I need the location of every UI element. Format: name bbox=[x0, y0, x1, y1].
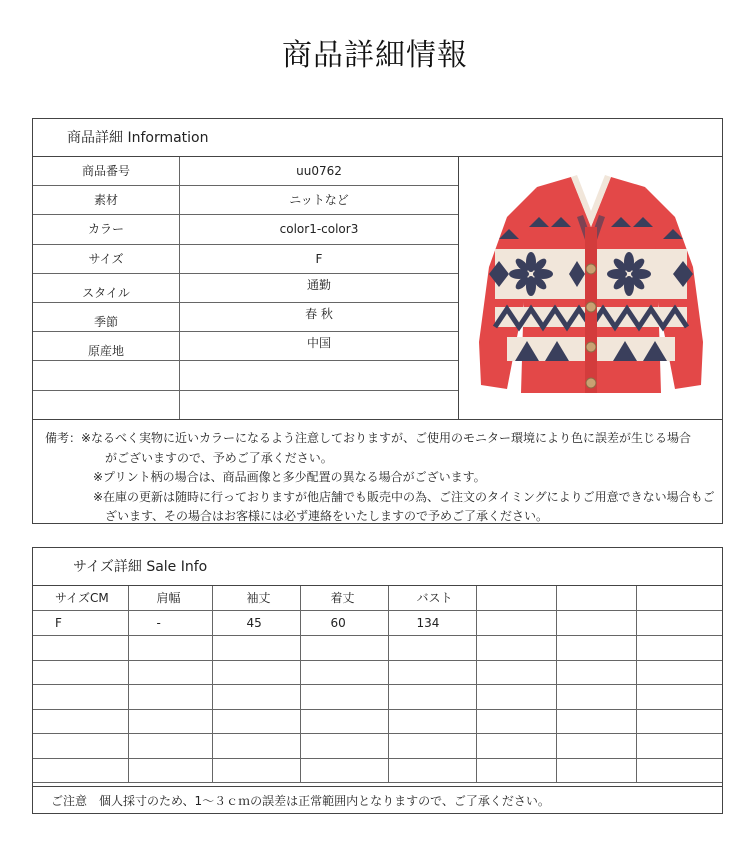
note-line: ざいます、その場合はお客様には必ず連絡をいたしますので予めご了承ください。 bbox=[105, 509, 549, 523]
size-cell bbox=[636, 660, 722, 685]
info-value: 通勤 bbox=[306, 277, 331, 292]
size-cell bbox=[212, 660, 300, 685]
size-cell bbox=[636, 685, 722, 710]
info-label bbox=[33, 361, 180, 389]
size-info-table bbox=[32, 547, 723, 814]
size-column-header bbox=[212, 586, 300, 611]
table-row bbox=[33, 734, 722, 759]
size-cell-text: 60 bbox=[330, 616, 346, 630]
product-photo bbox=[458, 157, 722, 420]
note-line: ※プリント柄の場合は、商品画像と多少配置の異なる場合がございます。 bbox=[93, 470, 486, 484]
size-cell bbox=[388, 734, 476, 759]
size-cell bbox=[556, 660, 636, 685]
info-header: 商品詳細 Information bbox=[33, 119, 722, 157]
size-cell bbox=[476, 611, 556, 636]
size-cell bbox=[556, 685, 636, 710]
size-cell bbox=[33, 758, 128, 783]
size-cell bbox=[300, 660, 388, 685]
size-cell bbox=[388, 636, 476, 661]
size-cell bbox=[556, 734, 636, 759]
info-value: uu0762 bbox=[296, 164, 342, 178]
size-cell-text: 肩幅 bbox=[156, 591, 181, 605]
size-cell bbox=[128, 709, 212, 734]
info-row-empty bbox=[33, 391, 458, 420]
info-label: 季節 bbox=[33, 303, 180, 331]
size-cell bbox=[476, 660, 556, 685]
size-column-header bbox=[556, 586, 636, 611]
size-cell bbox=[128, 611, 212, 636]
size-column-header bbox=[33, 586, 128, 611]
size-column-header bbox=[128, 586, 212, 611]
size-cell bbox=[212, 611, 300, 636]
info-value: color1-color3 bbox=[279, 222, 359, 237]
size-cell bbox=[212, 709, 300, 734]
info-row-color bbox=[33, 215, 458, 244]
table-row bbox=[33, 758, 722, 783]
size-cell bbox=[636, 758, 722, 783]
size-cell bbox=[212, 685, 300, 710]
size-cell bbox=[128, 685, 212, 710]
info-row-season bbox=[33, 303, 458, 332]
size-cell bbox=[388, 685, 476, 710]
size-cell bbox=[476, 709, 556, 734]
info-label: カラー bbox=[33, 215, 180, 243]
size-cell-text: 134 bbox=[416, 616, 440, 630]
size-cell-text: バスト bbox=[416, 591, 453, 605]
size-cell bbox=[300, 734, 388, 759]
size-cell bbox=[388, 758, 476, 783]
size-cell bbox=[556, 709, 636, 734]
size-column-header bbox=[300, 586, 388, 611]
size-grid bbox=[33, 586, 722, 783]
info-value: ニットなど bbox=[289, 193, 349, 208]
info-value bbox=[180, 361, 458, 389]
size-cell bbox=[212, 758, 300, 783]
size-cell-text: - bbox=[156, 616, 161, 630]
size-column-header bbox=[636, 586, 722, 611]
size-cell-text: F bbox=[55, 616, 62, 630]
size-cell bbox=[476, 734, 556, 759]
size-cell bbox=[476, 685, 556, 710]
size-cell bbox=[128, 758, 212, 783]
size-header-row bbox=[33, 586, 722, 611]
cardigan-photo-icon bbox=[459, 157, 723, 420]
table-row bbox=[33, 636, 722, 661]
info-label: 原産地 bbox=[33, 332, 180, 360]
size-cell bbox=[128, 734, 212, 759]
size-cell-text: 着丈 bbox=[330, 591, 355, 605]
table-row bbox=[33, 685, 722, 710]
size-cell bbox=[300, 611, 388, 636]
size-cell-text: 袖丈 bbox=[246, 591, 271, 605]
size-column-header bbox=[388, 586, 476, 611]
size-cell bbox=[636, 734, 722, 759]
size-cell bbox=[300, 636, 388, 661]
size-cell bbox=[33, 611, 128, 636]
notes bbox=[33, 421, 722, 527]
info-row-size bbox=[33, 245, 458, 274]
size-cell bbox=[33, 734, 128, 759]
size-header: サイズ詳細 Sale Info bbox=[33, 548, 722, 586]
info-label: サイズ bbox=[33, 245, 180, 273]
info-row-empty bbox=[33, 361, 458, 390]
size-cell bbox=[636, 709, 722, 734]
size-cell bbox=[128, 660, 212, 685]
table-row bbox=[33, 611, 722, 636]
note-line: 備考：※なるべく実物に近いカラーになるよう注意しておりますが、ご使用のモニター環境により色に誤差が生じる場合 bbox=[45, 431, 692, 445]
info-value: 中国 bbox=[306, 336, 331, 351]
size-cell bbox=[556, 611, 636, 636]
size-cell bbox=[128, 636, 212, 661]
size-cell bbox=[300, 758, 388, 783]
table-row bbox=[33, 660, 722, 685]
size-cell bbox=[556, 758, 636, 783]
info-row-item-number bbox=[33, 157, 458, 186]
size-cell-text: 45 bbox=[246, 616, 262, 630]
info-row-style bbox=[33, 274, 458, 303]
info-value: 春 秋 bbox=[305, 306, 333, 321]
size-cell bbox=[636, 611, 722, 636]
size-cell bbox=[33, 709, 128, 734]
size-cell bbox=[388, 611, 476, 636]
size-cell bbox=[33, 636, 128, 661]
size-cell bbox=[476, 636, 556, 661]
info-label: スタイル bbox=[33, 274, 180, 302]
size-cell bbox=[212, 734, 300, 759]
info-value bbox=[180, 391, 458, 419]
info-row-material bbox=[33, 186, 458, 215]
info-rows bbox=[33, 157, 458, 420]
info-value: F bbox=[315, 251, 323, 266]
size-cell bbox=[33, 685, 128, 710]
size-cell bbox=[212, 636, 300, 661]
size-column-header bbox=[476, 586, 556, 611]
info-label: 商品番号 bbox=[33, 157, 180, 185]
info-label bbox=[33, 391, 180, 419]
size-cell bbox=[476, 758, 556, 783]
info-row-origin bbox=[33, 332, 458, 361]
info-label: 素材 bbox=[33, 186, 180, 214]
size-cell bbox=[33, 660, 128, 685]
size-cell bbox=[636, 636, 722, 661]
size-cell bbox=[388, 709, 476, 734]
page-title: 商品詳細情報 bbox=[282, 38, 468, 73]
size-cell bbox=[300, 685, 388, 710]
product-info-table bbox=[32, 118, 723, 524]
note-line: ※在庫の更新は随時に行っておりますが他店舗でも販売中の為、ご注文のタイミングによりご用意できない場合もご bbox=[93, 489, 715, 504]
size-cell bbox=[300, 709, 388, 734]
table-row bbox=[33, 709, 722, 734]
size-footer-note: ご注意 個人採寸のため、1～３ｃｍの誤差は正常範囲内となりますので、ご了承ください。 bbox=[33, 786, 722, 814]
note-line: がございますので、予めご了承ください。 bbox=[105, 450, 333, 465]
size-cell bbox=[556, 636, 636, 661]
size-cell bbox=[388, 660, 476, 685]
size-cell-text: サイズCM bbox=[55, 591, 109, 605]
